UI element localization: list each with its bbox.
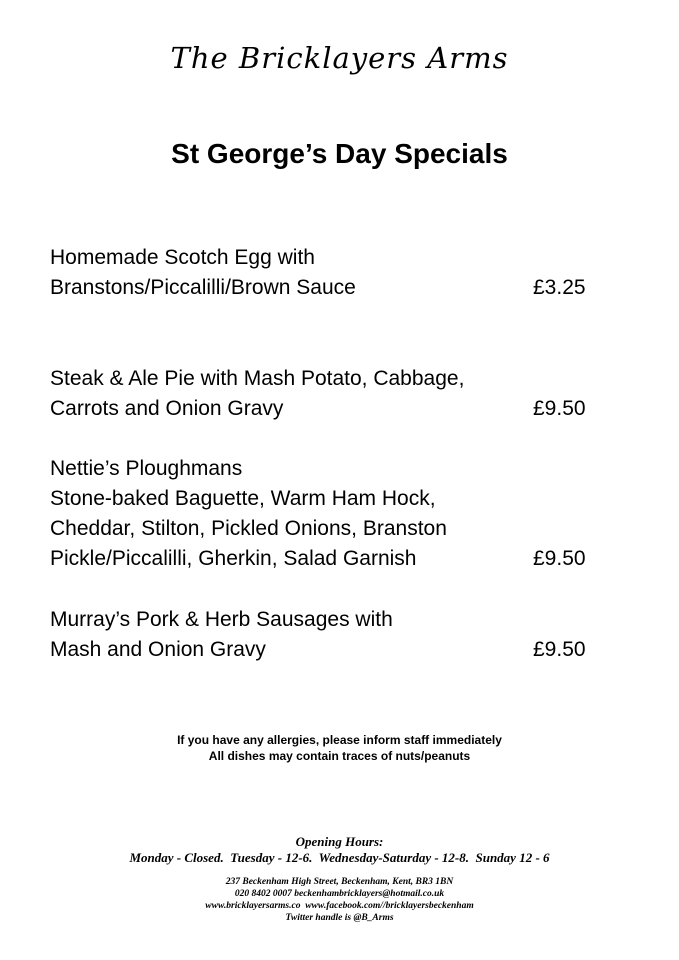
menu-item-line: Stone-baked Baguette, Warm Ham Hock, [50,487,436,510]
menu-item-steak-ale-pie [50,364,600,424]
pub-name: The Bricklayers Arms [170,41,509,75]
menu-item-ploughmans [50,454,600,574]
allergy-line: If you have any allergies, please inform staff immediately [177,733,502,747]
opening-hours-heading: Opening Hours: [295,834,384,849]
page-title: St George’s Day Specials [171,138,508,169]
menu-item-line: Cheddar, Stilton, Pickled Onions, Branston [50,517,447,540]
menu-item-price: £9.50 [533,547,586,570]
contact-web: www.bricklayersarms.co www.facebook.com//bricklayersbeckenham [205,901,474,911]
contact-address: 237 Beckenham High Street, Beckenham, Kent, BR3 1BN [225,877,454,887]
menu-item-price: £3.25 [533,276,586,299]
menu-item-line: Steak & Ale Pie with Mash Potato, Cabbage, [50,367,465,390]
contact-info [0,876,679,924]
menu-item-scotch-egg [50,243,600,303]
menu-item-price: £9.50 [533,638,586,661]
opening-hours-schedule: Monday - Closed. Tuesday - 12-6. Wednesday-Saturday - 12-8. Sunday 12 - 6 [129,850,550,865]
menu-item-line: Nettie’s Ploughmans [50,457,243,480]
menu-item-line: Carrots and Onion Gravy [50,397,284,420]
opening-hours [0,834,679,866]
allergy-notice [0,732,679,764]
contact-phone-email: 020 8402 0007 beckenhambricklayers@hotmail.co.uk [234,889,445,899]
menu-item-price: £9.50 [533,397,586,420]
menu-item-line: Mash and Onion Gravy [50,638,266,661]
contact-twitter: Twitter handle is @B_Arms [285,913,394,923]
menu-item-line: Branstons/Piccalilli/Brown Sauce [50,276,356,299]
menu-item-line: Homemade Scotch Egg with [50,246,315,269]
allergy-line: All dishes may contain traces of nuts/peanuts [208,749,471,763]
menu-item-line: Pickle/Piccalilli, Gherkin, Salad Garnish [50,547,417,570]
menu-item-line: Murray’s Pork & Herb Sausages with [50,608,393,631]
menu-item-sausages [50,605,600,665]
